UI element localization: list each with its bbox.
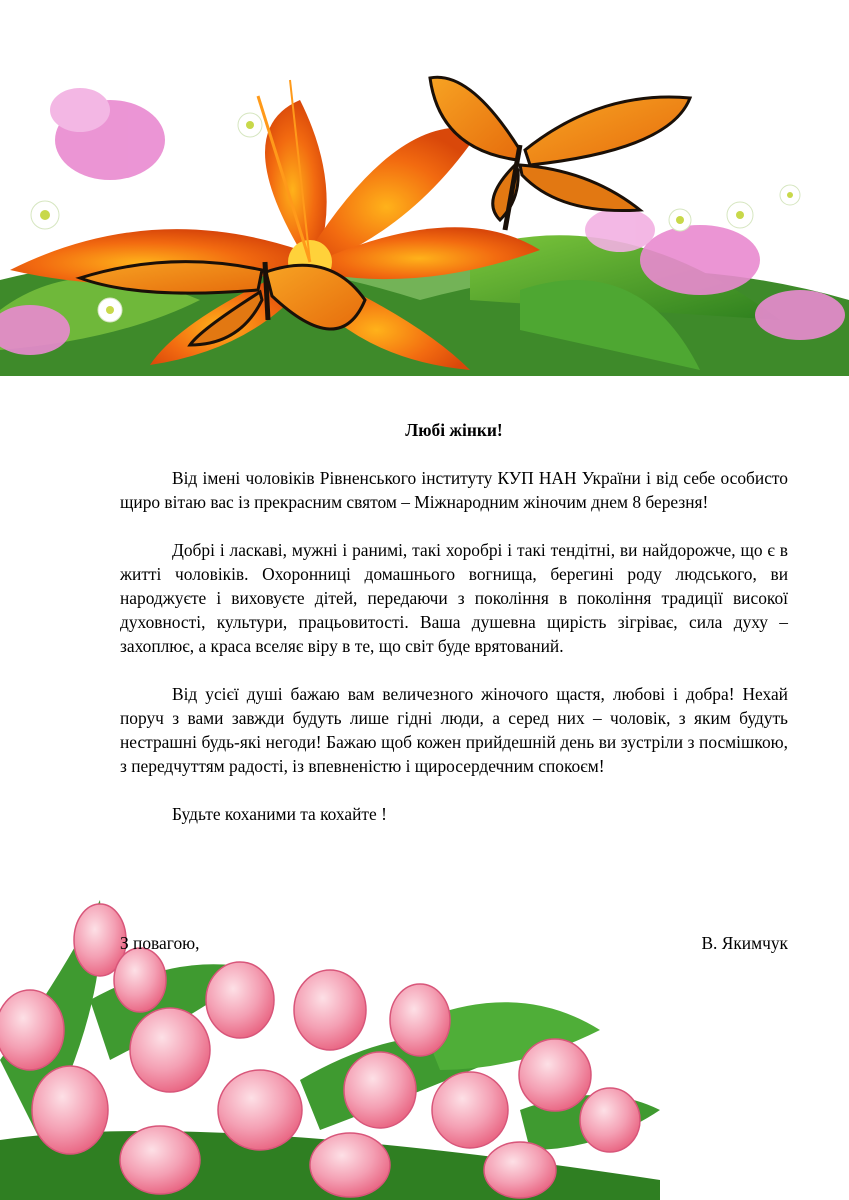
signature-row <box>120 931 788 955</box>
letter-closing: Будьте коханими та кохайте ! <box>172 804 387 824</box>
letter <box>120 418 788 826</box>
letter-paragraph: Від імені чоловіків Рівненського інституту КУП НАН України і від себе особисто щиро вітаю вас із прекрасним святом – Міжнародним жіночим днем 8 березня! <box>120 468 788 512</box>
letter-paragraph: Від усієї душі бажаю вам величезного жіночого щастя, любові і добра! Нехай поруч з вами завжди будуть лише гідні люди, а серед них – чоловік, з яким будуть нестрашні будь-які негоди! Бажаю щоб кожен прийдешній день ви зустріли з посмішкою, з передчуттям радості, із впевненістю і щиросердечним спокоєм! <box>120 684 788 776</box>
flowers-butterflies-banner <box>0 0 849 376</box>
regards-text: З повагою, <box>120 933 200 953</box>
letter-title: Любі жінки! <box>405 420 503 440</box>
signature-name: В. Якимчук <box>701 933 788 953</box>
pink-tulips-bouquet <box>0 880 660 1200</box>
letter-paragraph: Добрі і ласкаві, мужні і ранимі, такі хоробрі і такі тендітні, ви найдорожче, що є в житті чоловіків. Охоронниці домашнього вогнища, берегині роду людського, ви народжуєте і виховуєте дітей, передаючи з покоління в покоління традиції високої духовності, культури, працьовитості. Ваша душевна щирість зігріває, сила духу – захоплює, а краса вселяє віру в те, що світ буде врятований. <box>120 540 788 656</box>
